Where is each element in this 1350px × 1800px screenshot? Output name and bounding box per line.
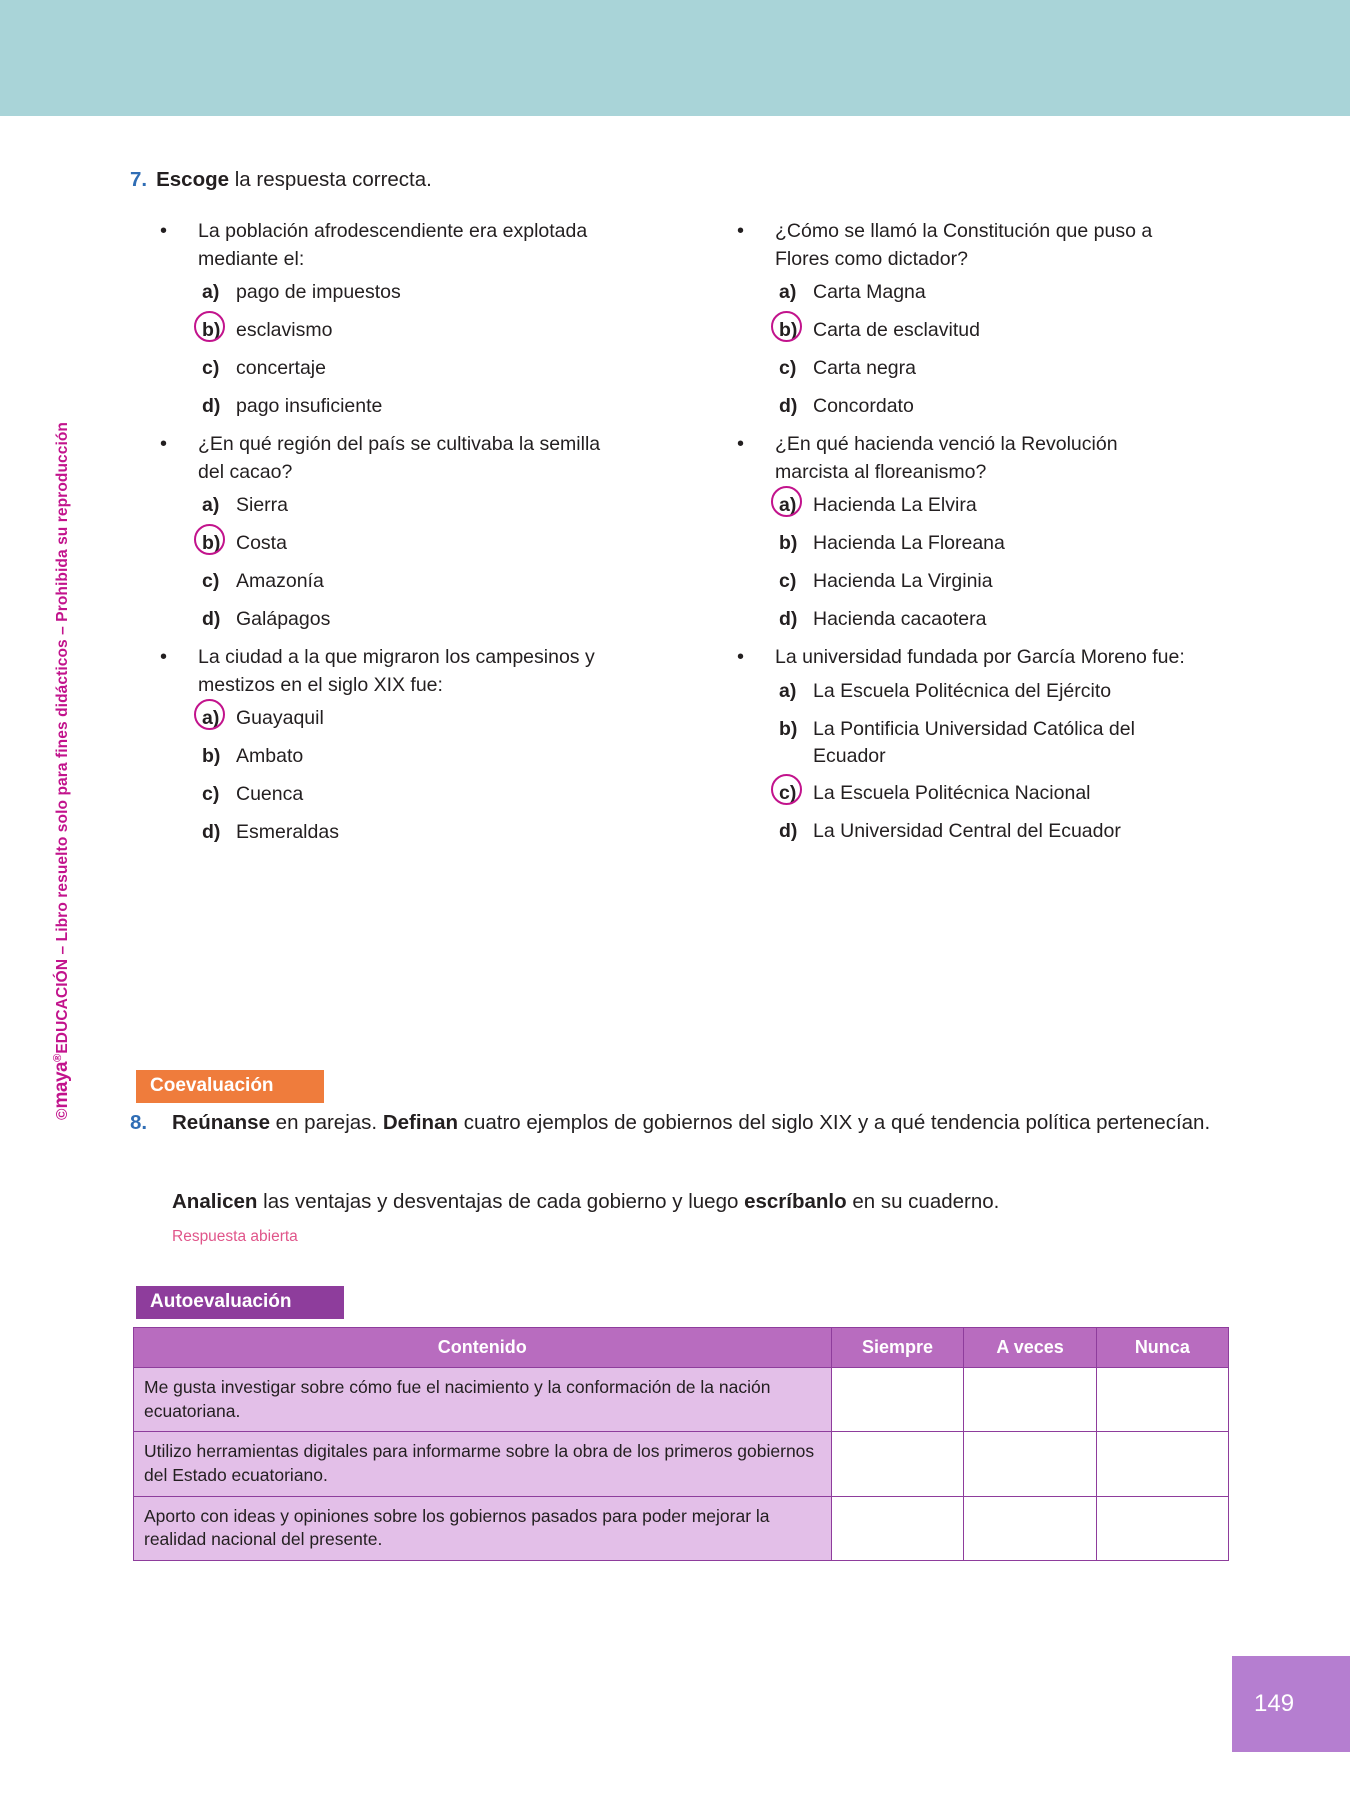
question-prompt: La universidad fundada por García Moreno fue:: [775, 646, 1185, 668]
table-row: [134, 1496, 1229, 1560]
checkbox-cell-nunca[interactable]: [1096, 1496, 1228, 1560]
option-text: Carta Magna: [813, 281, 926, 304]
option-row[interactable]: [160, 781, 610, 808]
option-row[interactable]: [160, 606, 610, 633]
exercise-7-verb: Escoge: [156, 168, 230, 191]
exercise-8-verb-3: Analicen: [172, 1190, 258, 1213]
option-text: La Universidad Central del Ecuador: [813, 820, 1121, 843]
option-letter: c): [779, 570, 797, 593]
column-header-aveces: A veces: [964, 1328, 1096, 1368]
exercise-8-text-2: cuatro ejemplos de gobiernos del siglo XIX y a qué tendencia política pertenecían.: [458, 1111, 1211, 1134]
option-row[interactable]: [737, 606, 1187, 633]
option-letter: d): [202, 821, 221, 844]
row-content: Aporto con ideas y opiniones sobre los gobiernos pasados para poder mejorar la realidad nacional del presente.: [134, 1496, 832, 1560]
option-letter: b): [779, 317, 813, 344]
option-letter: b): [779, 717, 798, 740]
exercise-8-body: [172, 1111, 1210, 1134]
option-row[interactable]: [737, 716, 1187, 770]
option-text: Amazonía: [236, 570, 324, 593]
option-letter: c): [779, 780, 813, 807]
option-text: Costa: [236, 532, 287, 555]
option-text: esclavismo: [236, 319, 333, 342]
question-prompt-row: [160, 644, 610, 699]
side-copyright-note: [51, 371, 73, 1171]
exercise-8-text-1: en parejas.: [269, 1111, 383, 1134]
option-row-selected[interactable]: [737, 780, 1187, 807]
option-letter: c): [202, 783, 220, 806]
bullet-icon: •: [160, 646, 168, 668]
exercise-8-text-3: las ventajas y desventajas de cada gobierno y luego: [257, 1190, 745, 1213]
option-text: concertaje: [236, 357, 326, 380]
registered-symbol: ®: [51, 1053, 64, 1062]
checkbox-cell-siempre[interactable]: [831, 1432, 964, 1496]
option-text: Concordato: [813, 395, 914, 418]
coevaluacion-section-header: Coevaluación: [136, 1070, 324, 1103]
column-header-contenido: Contenido: [134, 1328, 832, 1368]
exercise-8-verb-4: escríbanlo: [744, 1190, 847, 1213]
bullet-icon: •: [737, 646, 745, 668]
question-block: [160, 644, 610, 846]
option-text: Hacienda La Elvira: [813, 494, 977, 517]
option-text: Hacienda La Floreana: [813, 532, 1005, 555]
option-row[interactable]: [737, 393, 1187, 420]
option-text: Guayaquil: [236, 707, 324, 730]
option-text: Galápagos: [236, 608, 331, 631]
option-row[interactable]: [160, 568, 610, 595]
question-prompt: La ciudad a la que migraron los campesinos y mestizos en el siglo XIX fue:: [198, 646, 595, 696]
option-letter: a): [202, 281, 220, 304]
exercise-8-second-line: [172, 1190, 1232, 1214]
question-prompt-row: [160, 431, 610, 486]
checkbox-cell-nunca[interactable]: [1096, 1368, 1228, 1432]
option-text: Hacienda La Virginia: [813, 570, 993, 593]
page-number: 149: [1232, 1656, 1350, 1752]
question-block: [160, 218, 610, 420]
bullet-icon: •: [737, 220, 745, 242]
option-text: Carta negra: [813, 357, 916, 380]
exercise-8-number: 8.: [130, 1111, 148, 1134]
option-row[interactable]: [160, 355, 610, 382]
option-letter: a): [202, 494, 220, 517]
option-letter: d): [779, 608, 798, 631]
question-block: [737, 218, 1187, 420]
option-row-selected[interactable]: [160, 317, 610, 344]
question-prompt-row: [737, 218, 1187, 273]
bullet-icon: •: [160, 220, 168, 242]
option-text: Hacienda cacaotera: [813, 608, 987, 631]
option-letter: b): [202, 530, 236, 557]
question-prompt: ¿En qué hacienda venció la Revolución marcista al floreanismo?: [775, 433, 1118, 483]
checkbox-cell-aveces[interactable]: [964, 1368, 1096, 1432]
option-letter: b): [779, 532, 798, 555]
option-text: Carta de esclavitud: [813, 319, 980, 342]
option-letter: a): [779, 281, 797, 304]
column-header-siempre: Siempre: [831, 1328, 964, 1368]
option-letter: a): [202, 705, 236, 732]
bullet-icon: •: [737, 433, 745, 455]
option-row[interactable]: [737, 678, 1187, 705]
option-letter: c): [202, 357, 220, 380]
open-answer-note: Respuesta abierta: [172, 1228, 298, 1245]
column-header-nunca: Nunca: [1096, 1328, 1228, 1368]
option-text: La Escuela Politécnica Nacional: [813, 782, 1091, 805]
table-header-row: [134, 1328, 1229, 1368]
brand-name: maya: [51, 1061, 72, 1109]
option-row[interactable]: [160, 492, 610, 519]
option-row[interactable]: [160, 279, 610, 306]
option-row[interactable]: [737, 355, 1187, 382]
side-note-text: EDUCACIÓN – Libro resuelto solo para fines didácticos – Prohibida su reproducción: [54, 421, 71, 1054]
option-text: pago de impuestos: [236, 281, 401, 304]
exercise-8: [130, 1108, 1230, 1138]
option-row[interactable]: [160, 743, 610, 770]
option-text: La Escuela Politécnica del Ejército: [813, 679, 1112, 702]
checkbox-cell-siempre[interactable]: [831, 1368, 964, 1432]
option-text: Sierra: [236, 494, 289, 517]
option-letter: c): [779, 357, 797, 380]
exercise-7-rest: la respuesta correcta.: [229, 168, 432, 191]
option-row[interactable]: [737, 568, 1187, 595]
option-letter: b): [202, 317, 236, 344]
question-prompt-row: [737, 644, 1187, 672]
option-row[interactable]: [737, 818, 1187, 845]
option-letter: d): [779, 395, 798, 418]
option-row-selected[interactable]: [737, 492, 1187, 519]
option-row[interactable]: [160, 819, 610, 846]
option-row-selected[interactable]: [160, 530, 610, 557]
header-band: [0, 0, 1350, 116]
option-row[interactable]: [737, 279, 1187, 306]
autoevaluacion-table: [133, 1327, 1229, 1561]
table-row: [134, 1432, 1229, 1496]
question-prompt: ¿En qué región del país se cultivaba la semilla del cacao?: [198, 433, 601, 483]
option-letter: a): [779, 492, 813, 519]
option-letter: d): [779, 820, 798, 843]
row-content: Me gusta investigar sobre cómo fue el nacimiento y la conformación de la nación ecuatoriana.: [134, 1368, 832, 1432]
copyright-symbol: ©: [54, 1108, 71, 1121]
checkbox-cell-nunca[interactable]: [1096, 1432, 1228, 1496]
option-text: Ambato: [236, 745, 304, 768]
checkbox-cell-aveces[interactable]: [964, 1496, 1096, 1560]
exercise-8-text-4: en su cuaderno.: [846, 1190, 1000, 1213]
option-text: La Pontificia Universidad Católica del Ecuador: [813, 717, 1135, 767]
questions-column-left: [160, 218, 610, 857]
exercise-7-heading: [130, 168, 432, 192]
checkbox-cell-aveces[interactable]: [964, 1432, 1096, 1496]
question-prompt-row: [737, 431, 1187, 486]
checkbox-cell-siempre[interactable]: [831, 1496, 964, 1560]
question-block: [737, 644, 1187, 845]
question-block: [737, 431, 1187, 633]
option-letter: b): [202, 745, 221, 768]
exercise-7-number: 7.: [130, 168, 148, 191]
exercise-8-verb-2: Definan: [382, 1111, 458, 1134]
option-row-selected[interactable]: [160, 705, 610, 732]
option-letter: a): [779, 679, 797, 702]
question-prompt: ¿Cómo se llamó la Constitución que puso a Flores como dictador?: [775, 220, 1153, 270]
questions-column-right: [737, 218, 1187, 856]
bullet-icon: •: [160, 433, 168, 455]
option-row[interactable]: [737, 530, 1187, 557]
option-text: Cuenca: [236, 783, 304, 806]
autoevaluacion-section-header: Autoevaluación: [136, 1286, 344, 1319]
option-row[interactable]: [160, 393, 610, 420]
row-content: Utilizo herramientas digitales para informarme sobre la obra de los primeros gobiernos del Estado ecuatoriano.: [134, 1432, 832, 1496]
table-row: [134, 1368, 1229, 1432]
exercise-8-verb-1: Reúnanse: [172, 1111, 270, 1134]
option-text: Esmeraldas: [236, 821, 339, 844]
question-prompt: La población afrodescendiente era explotada mediante el:: [198, 220, 588, 270]
question-block: [160, 431, 610, 633]
option-row-selected[interactable]: [737, 317, 1187, 344]
option-letter: d): [202, 395, 221, 418]
option-letter: d): [202, 608, 221, 631]
question-prompt-row: [160, 218, 610, 273]
option-text: pago insuficiente: [236, 395, 383, 418]
option-letter: c): [202, 570, 220, 593]
